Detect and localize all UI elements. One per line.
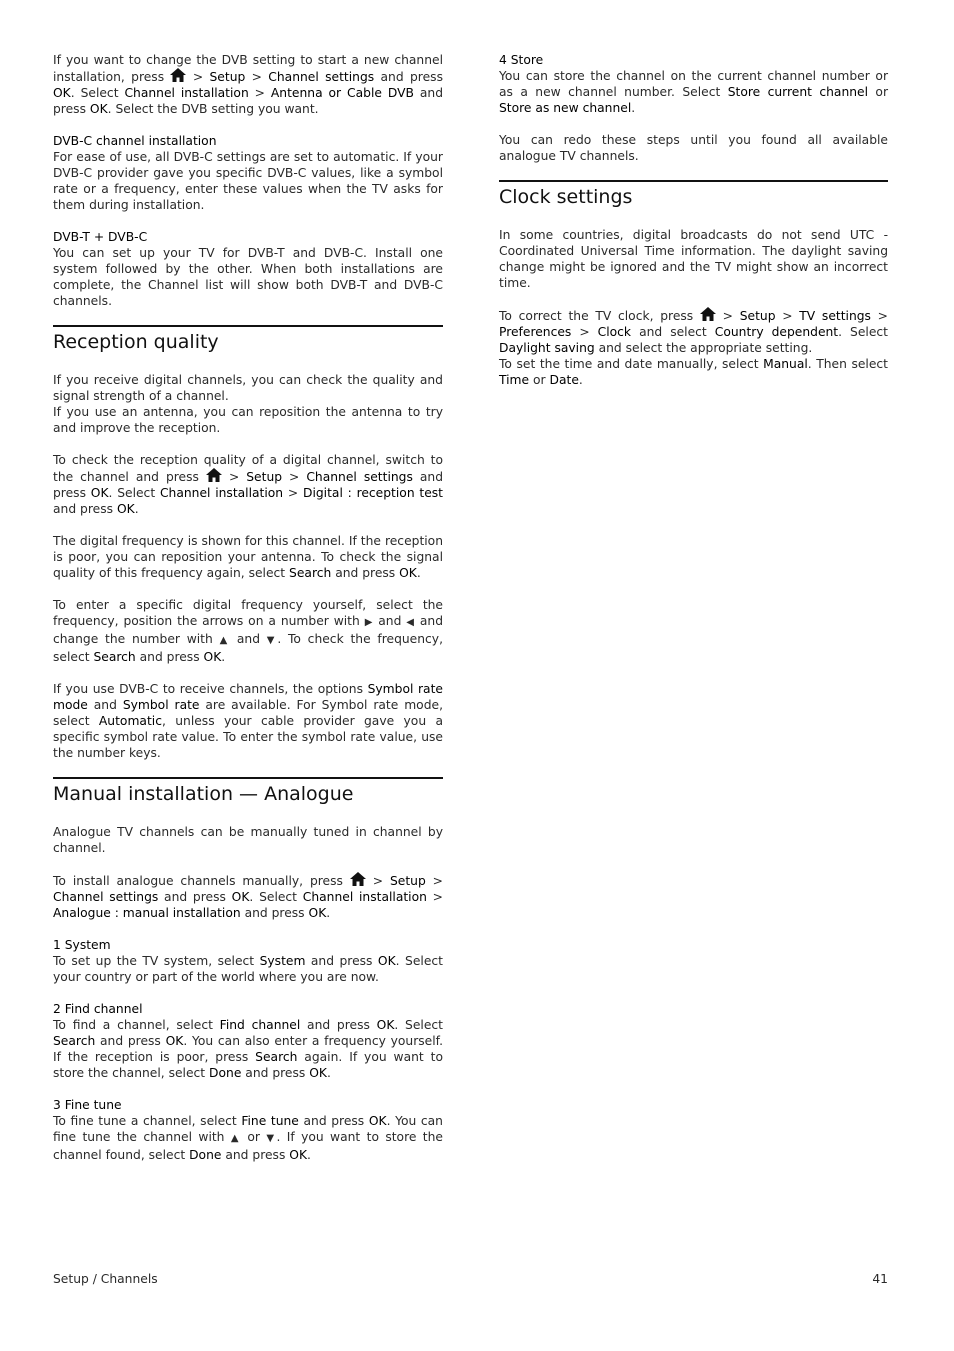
manual-intro-paragraph: Analogue TV channels can be manually tuned in channel by channel. (53, 825, 443, 855)
step4-paragraph: You can store the channel on the current channel number or as a new channel number. Select Store current channel or Store as new channel. (499, 69, 888, 115)
down-arrow-icon: ▼ (266, 635, 278, 646)
up-arrow-icon: ▲ (230, 1133, 241, 1144)
up-arrow-icon: ▲ (219, 635, 231, 646)
dvbt-subheading: DVB-T + DVB-C (53, 230, 148, 244)
footer-section: Setup / Channels (53, 1272, 158, 1286)
dvbc-paragraph: For ease of use, all DVB-C settings are set to automatic. If your DVB-C provider gave you specific DVB-C values, like a symbol rate or a frequency, enter these values when the TV asks for them during installation. (53, 150, 443, 212)
step2-subheading: 2 Find channel (53, 1002, 143, 1016)
reception-intro-paragraph: If you receive digital channels, you can check the quality and signal strength of a channel. If you use an antenna, you can reposition the antenna to try and improve the reception. (53, 373, 443, 435)
step4-subheading: 4 Store (499, 53, 544, 67)
redo-paragraph: You can redo these steps until you found all available analogue TV channels. (499, 133, 888, 163)
step2-paragraph: To find a channel, select Find channel and press OK. Select Search and press OK. You can also enter a frequency yourself. If the reception is poor, press Search again. If you want to store the channel, select Done and press OK. (53, 1018, 443, 1080)
page-number: 41 (872, 1272, 888, 1286)
right-column (499, 52, 888, 404)
reception-manual-frequency-paragraph: To enter a specific digital frequency yourself, select the frequency, position the arrows on a number with ▶ and ◀ and change the number with ▲ and ▼. To check the frequency, select Search and press OK. (53, 598, 444, 664)
reception-dvbc-symbol-paragraph: If you use DVB-C to receive channels, the options Symbol rate mode and Symbol rate are available. For Symbol rate mode, select Automatic, unless your cable provider gave you a specific symbol rate value. To enter the symbol rate value, use the number keys. (53, 682, 443, 760)
dvbt-paragraph: You can set up your TV for DVB-T and DVB-C. Install one system followed by the other. When both installations are complete, the Channel list will show both DVB-T and DVB-C channels. (53, 246, 443, 308)
clock-settings-heading: Clock settings (499, 180, 888, 209)
left-column (53, 52, 443, 1179)
clock-intro-paragraph: In some countries, digital broadcasts do not send UTC - Coordinated Universal Time information. The daylight saving change might be ignored and the TV might show an incorrect time. (499, 228, 888, 290)
step1-paragraph: To set up the TV system, select System and press OK. Select your country or part of the world where you are now. (53, 954, 443, 984)
dvb-change-paragraph: If you want to change the DVB setting to start a new channel installation, press > Setup > Channel settings and press OK. Select Channel installation > Antenna or Cable DVB and press OK. Select the DVB setting you want. (53, 53, 444, 116)
manual-installation-heading: Manual installation — Analogue (53, 777, 443, 806)
home-icon (700, 307, 716, 321)
home-icon (170, 68, 186, 82)
left-arrow-icon: ◀ (406, 617, 415, 628)
down-arrow-icon: ▼ (266, 1133, 277, 1144)
right-arrow-icon: ▶ (364, 617, 374, 628)
clock-correct-paragraph: To correct the TV clock, press > Setup > TV settings > Preferences > Clock and select Country dependent. Select Daylight saving and select the appropriate setting. To set the time and date manually, select Manual. Then select Time or Date. (499, 309, 888, 387)
home-icon (350, 872, 366, 886)
step3-paragraph: To fine tune a channel, select Fine tune and press OK. You can fine tune the channel with ▲ or ▼. If you want to store the channel found, select Done and press OK. (53, 1114, 443, 1162)
reception-quality-heading: Reception quality (53, 325, 443, 354)
reception-check-paragraph: To check the reception quality of a digital channel, switch to the channel and press > Setup > Channel settings and press OK. Select Channel installation > Digital : reception test and press OK. (53, 453, 444, 516)
reception-frequency-paragraph: The digital frequency is shown for this channel. If the reception is poor, you can reposition your antenna. To check the signal quality of this frequency again, select Search and press OK. (53, 534, 443, 580)
step3-subheading: 3 Fine tune (53, 1098, 122, 1112)
dvbc-subheading: DVB-C channel installation (53, 134, 217, 148)
home-icon (206, 468, 222, 482)
manual-install-paragraph: To install analogue channels manually, press > Setup > Channel settings and press OK. Select Channel installation > Analogue : manual installation and press OK. (53, 874, 443, 920)
step1-subheading: 1 System (53, 938, 111, 952)
